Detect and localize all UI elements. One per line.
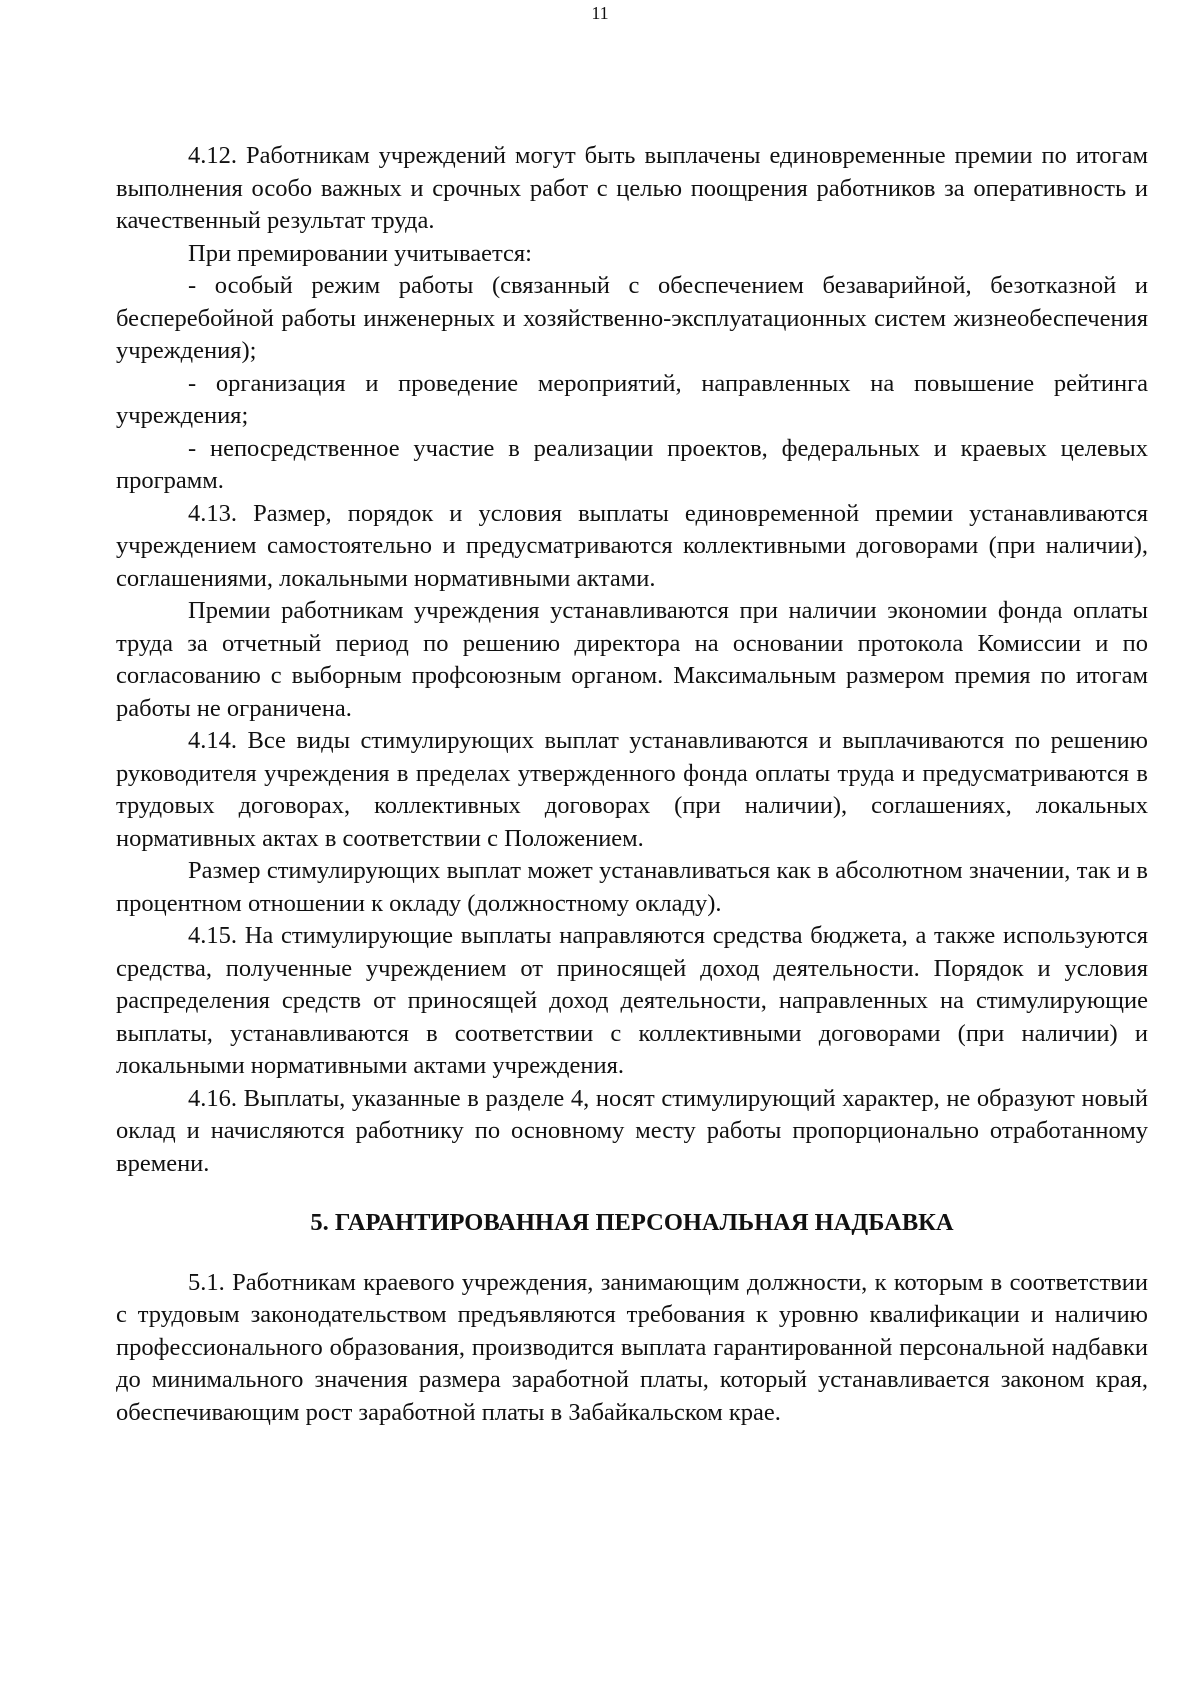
paragraph-4-15: 4.15. На стимулирующие выплаты направляются средства бюджета, а также используются средства, полученные учреждением от приносящей доход деятельности. Порядок и условия распределения средств от приносящей доход деятельности, направленных на стимулирующие выплаты, устанавливаются в соответствии с коллективными договорами (при наличии) и локальными нормативными актами учреждения. [116,922,1148,1079]
paragraph-4-12: 4.12. Работникам учреждений могут быть выплачены единовременные премии по итогам выполнения особо важных и срочных работ с целью поощрения работников за оперативность и качественный результат труда. [116,142,1148,234]
paragraph-4-13: 4.13. Размер, порядок и условия выплаты единовременной премии устанавливаются учреждением самостоятельно и предусматриваются коллективными договорами (при наличии), соглашениями, локальными нормативными актами. [116,499,1148,592]
list-item-special-mode: - особый режим работы (связанный с обеспечением безаварийной, безотказной и бесперебойной работы инженерных и хозяйственно-эксплуатационных систем жизнеобеспечения учреждения); [116,272,1148,364]
paragraph-4-16: 4.16. Выплаты, указанные в разделе 4, носят стимулирующий характер, не образуют новый оклад и начисляются работнику по основному месту работы пропорционально отработанному времени. [116,1084,1148,1177]
paragraph-premium-savings: Премии работникам учреждения устанавливаются при наличии экономии фонда оплаты труда за отчетный период по решению директора на основании протокола Комиссии и по согласованию с выборным профсоюзным органом. Максимальным размером премия по итогам работы не ограничена. [116,597,1148,722]
section-5-heading: 5. ГАРАНТИРОВАННАЯ ПЕРСОНАЛЬНАЯ НАДБАВКА [310,1209,954,1236]
list-item-projects: - непосредственное участие в реализации проектов, федеральных и краевых целевых программ. [116,434,1148,494]
paragraph-payment-size: Размер стимулирующих выплат может устанавливаться как в абсолютном значении, так и в процентном отношении к окладу (должностному окладу). [116,857,1148,917]
document-body [116,140,1148,1429]
paragraph-4-14: 4.14. Все виды стимулирующих выплат устанавливаются и выплачиваются по решению руководителя учреждения в пределах утвержденного фонда оплаты труда и предусматриваются в трудовых договорах, коллективных договорах (при наличии), соглашениях, локальных нормативных актах в соответствии с Положением. [116,727,1148,852]
page-number: 11 [591,3,609,23]
paragraph-premium-criteria-intro: При премировании учитывается: [188,239,532,267]
list-item-events: - организация и проведение мероприятий, направленных на повышение рейтинга учреждения; [116,369,1148,429]
paragraph-5-1: 5.1. Работникам краевого учреждения, занимающим должности, к которым в соответствии с трудовым законодательством предъявляются требования к уровню квалификации и наличию профессионального образования, производится выплата гарантированной персональной надбавки до минимального значения размера заработной платы, который устанавливается законом края, обеспечивающим рост заработной платы в Забайкальском крае. [116,1268,1148,1426]
